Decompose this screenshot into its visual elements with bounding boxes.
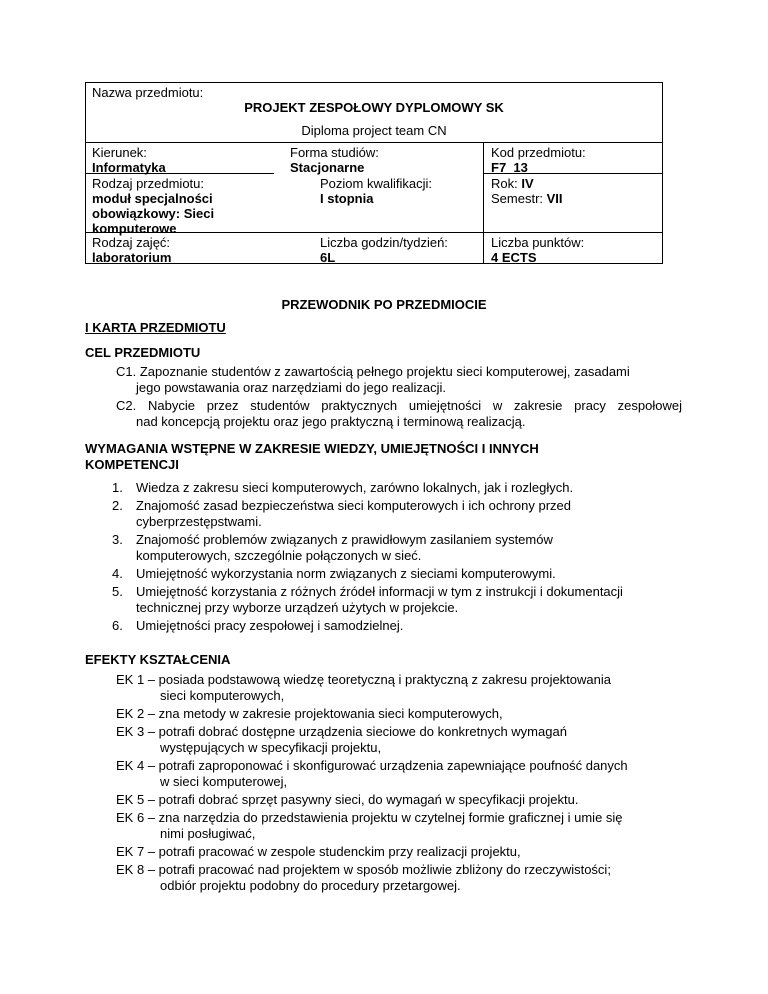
subject-code-value: F7_13 [491, 160, 528, 175]
card-heading: I KARTA PRZEDMIOTU [85, 320, 226, 335]
objective-item-cont: jego powstawania oraz narzędziami do jego realizacji. [136, 380, 447, 395]
outcome-item: EK 7 – potrafi pracować w zespole studenckim przy realizacji projektu, [116, 844, 521, 859]
guide-title: PRZEWODNIK PO PRZEDMIOCIE [281, 297, 487, 312]
points-label: Liczba punktów: [491, 235, 585, 250]
study-form-label: Forma studiów: [290, 145, 379, 160]
field-value: Informatyka [92, 160, 166, 175]
requirement-text-cont: technicznej przy wyborze urządzeń użytych w projekcie. [136, 600, 459, 615]
requirement-number: 1. [112, 480, 123, 495]
year-value: IV [521, 176, 534, 191]
table-row-divider [86, 173, 274, 174]
outcome-item: EK 6 – zna narzędzia do przedstawienia projektu w czytelnej formie graficznej i umie się [116, 810, 623, 825]
requirements-heading: WYMAGANIA WSTĘPNE W ZAKRESIE WIEDZY, UMIEJĘTNOŚCI I INNYCH [85, 441, 539, 456]
class-type-label: Rodzaj zajęć: [92, 235, 171, 250]
outcome-item-cont: sieci komputerowych, [160, 688, 285, 703]
requirements-heading-cont: KOMPETENCJI [85, 457, 179, 472]
outcome-item: EK 4 – potrafi zaproponować i skonfigurować urządzenia zapewniające poufność danych [116, 758, 628, 773]
table-row-divider [86, 142, 662, 143]
requirement-text-cont: komputerowych, szczególnie połączonych w sieć. [136, 548, 422, 563]
objective-heading: CEL PRZEDMIOTU [85, 345, 201, 360]
semester-label: Semestr: [491, 191, 547, 206]
points-value: 4 ECTS [491, 250, 537, 265]
requirement-text: Znajomość zasad bezpieczeństwa sieci komputerowych i ich ochrony przed [136, 498, 571, 513]
outcome-item: EK 2 – zna metody w zakresie projektowania sieci komputerowych, [116, 706, 503, 721]
outcome-item: EK 5 – potrafi dobrać sprzęt pasywny sieci, do wymagań w specyfikacji projektu. [116, 792, 579, 807]
outcome-item: EK 3 – potrafi dobrać dostępne urządzenia sieciowe do konkretnych wymagań [116, 724, 567, 739]
subject-type-value: obowiązkowy: Sieci [92, 206, 215, 221]
hours-per-week-value: 6L [320, 250, 336, 265]
requirement-text: Znajomość problemów związanych z prawidłowym zasilaniem systemów [136, 532, 553, 547]
class-type-value: laboratorium [92, 250, 172, 265]
course-info-table [85, 82, 663, 264]
requirement-number: 5. [112, 584, 123, 599]
study-form-value: Stacjonarne [290, 160, 365, 175]
field-label: Kierunek: [92, 145, 147, 160]
outcome-item-cont: występujących w specyfikacji projektu, [160, 740, 382, 755]
outcome-item-cont: nimi posługiwać, [160, 826, 256, 841]
requirement-text: Wiedza z zakresu sieci komputerowych, zarówno lokalnych, jak i rozległych. [136, 480, 574, 495]
objective-item: C1. Zapoznanie studentów z zawartością pełnego projektu sieci komputerowej, zasadami [116, 364, 630, 379]
objective-item-cont: nad koncepcją projektu oraz jego praktyczną i terminową realizacją. [136, 414, 526, 429]
objective-item: C2. Nabycie przez studentów praktycznych umiejętności w zakresie pracy zespołowej [116, 398, 682, 413]
qualification-level-label: Poziom kwalifikacji: [320, 176, 432, 191]
year-label: Rok: [491, 176, 522, 191]
requirement-number: 6. [112, 618, 123, 633]
outcomes-heading: EFEKTY KSZTAŁCENIA [85, 652, 231, 667]
requirement-number: 4. [112, 566, 123, 581]
subject-name-label: Nazwa przedmiotu: [92, 85, 204, 100]
subject-code-label: Kod przedmiotu: [491, 145, 586, 160]
requirement-number: 2. [112, 498, 123, 513]
qualification-level-value: I stopnia [320, 191, 374, 206]
requirement-text: Umiejętność wykorzystania norm związanych z sieciami komputerowymi. [136, 566, 556, 581]
year-field [491, 176, 534, 191]
table-col-divider [483, 142, 484, 264]
subject-type-value: moduł specjalności [92, 191, 213, 206]
requirement-number: 3. [112, 532, 123, 547]
requirement-text: Umiejętności pracy zespołowej i samodzielnej. [136, 618, 404, 633]
requirement-text: Umiejętność korzystania z różnych źródeł informacji w tym z instrukcji i dokumentacji [136, 584, 623, 599]
subject-type-label: Rodzaj przedmiotu: [92, 176, 204, 191]
subject-title-english: Diploma project team CN [301, 123, 447, 138]
outcome-item: EK 8 – potrafi pracować nad projektem w sposób możliwie zbliżony do rzeczywistości; [116, 862, 611, 877]
semester-value: VII [546, 191, 563, 206]
outcome-item-cont: odbiór projektu podobny do procedury przetargowej. [160, 878, 461, 893]
semester-field [491, 191, 563, 206]
outcome-item: EK 1 – posiada podstawową wiedzę teoretyczną i praktyczną z zakresu projektowania [116, 672, 611, 687]
outcome-item-cont: w sieci komputerowej, [160, 774, 288, 789]
subject-title: PROJEKT ZESPOŁOWY DYPLOMOWY SK [244, 100, 504, 115]
requirement-text-cont: cyberprzestępstwami. [136, 514, 262, 529]
hours-per-week-label: Liczba godzin/tydzień: [320, 235, 448, 250]
subject-type-value: komputerowe [92, 221, 177, 236]
